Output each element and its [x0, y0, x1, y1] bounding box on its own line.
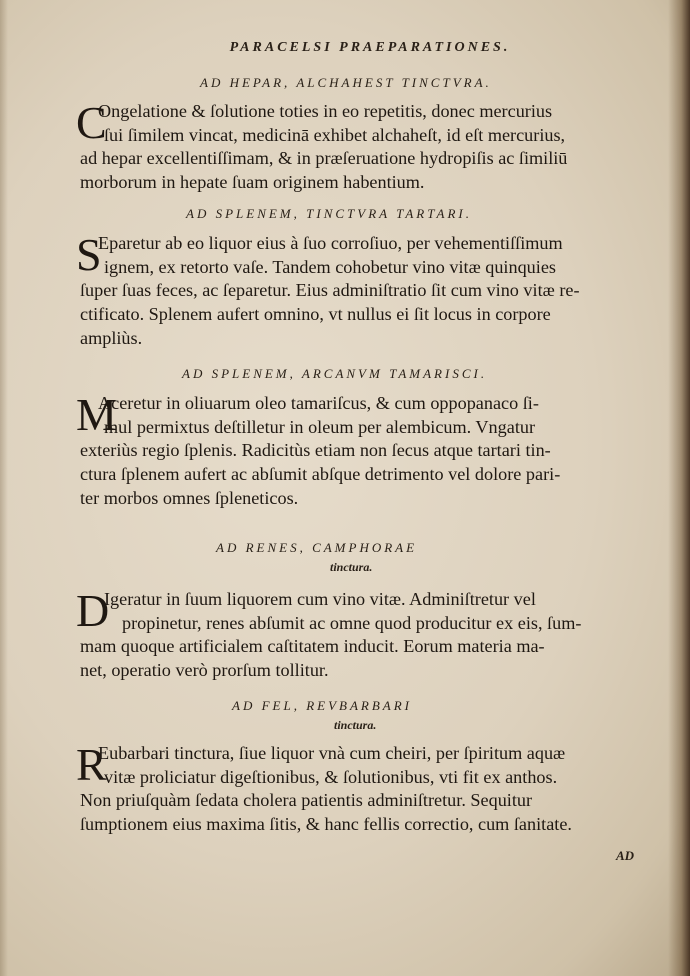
drop-cap: R — [76, 739, 107, 790]
section-subheading-renes: tinctura. — [330, 560, 373, 574]
text-line: ctura ſplenem aufert ac abſumit abſque detrimento vel dolore pari- — [80, 464, 561, 485]
page-edge-shadow — [668, 0, 690, 976]
section-heading-renes: AD RENES, CAMPHORAE — [216, 540, 418, 555]
drop-cap: D — [76, 585, 110, 636]
drop-cap: S — [76, 229, 102, 280]
catchword: AD — [616, 848, 635, 863]
section-heading-splenem-tamarisci: AD SPLENEM, ARCANVM TAMARISCI. — [182, 366, 488, 381]
text-line: Igeratur in ſuum liquorem cum vino vitæ. Adminiſtretur vel — [104, 589, 536, 609]
text-line: mul permixtus deſtilletur in oleum per alembicum. Vngatur — [104, 416, 536, 437]
text-line: Eubarbari tinctura, ſiue liquor vnà cum cheiri, per ſpiritum aquæ — [98, 743, 566, 763]
text-line: ampliùs. — [80, 327, 143, 348]
section-subheading-fel: tinctura. — [334, 718, 377, 732]
section-heading-fel: AD FEL, REVBARBARI — [232, 698, 412, 713]
text-line: mam quoque artificialem caſtitatem inducit. Eorum materia ma- — [80, 636, 545, 657]
text-line: morborum in hepate ſuam originem habentium. — [80, 172, 425, 193]
text-line: exteriùs regio ſplenis. Radicitùs etiam non ſecus atque tartari tin- — [80, 440, 551, 461]
text-line: ignem, ex retorto vaſe. Tandem cohobetur vino vitæ quinquies — [104, 256, 556, 277]
text-line: net, operatio verò prorſum tollitur. — [80, 660, 329, 681]
text-line: ſui ſimilem vincat, medicinā exhibet alchaheſt, id eſt mercurius, — [104, 124, 566, 145]
page-gutter-shadow — [0, 0, 8, 976]
text-line: ad hepar excellentiſſimam, & in præſeruatione hydropiſis ac ſimiliū — [80, 148, 568, 169]
text-line: ſumptionem eius maxima ſitis, & hanc fellis correctio, cum ſanitate. — [80, 814, 572, 835]
drop-cap: M — [76, 389, 117, 440]
text-line: ctificato. Splenem aufert omnino, vt nullus ei ſit locus in corpore — [80, 304, 551, 325]
section-heading-splenem-tartari: AD SPLENEM, TINCTVRA TARTARI. — [186, 206, 472, 221]
text-line: vitæ proliciatur digeſtionibus, & ſolutionibus, vti fit ex anthos. — [104, 766, 558, 787]
text-line: ſuper ſuas feces, ac ſeparetur. Eius adminiſtratio ſit cum vino vitæ re- — [80, 280, 580, 301]
text-line: Ongelatione & ſolutione toties in eo repetitis, donec mercurius — [98, 101, 553, 121]
section-text-fel — [76, 739, 652, 837]
section-text-hepar — [76, 97, 652, 195]
text-line: propinetur, renes abſumit ac omne quod producitur ex eis, ſum- — [122, 612, 582, 633]
drop-cap: C — [76, 97, 107, 148]
text-line: ter morbos omnes ſpleneticos. — [80, 487, 299, 508]
section-heading-hepar: AD HEPAR, ALCHAHEST TINCTVRA. — [200, 75, 492, 90]
section-text-renes — [76, 585, 652, 683]
text-line: Eparetur ab eo liquor eius à ſuo corroſiuo, per vehementiſſimum — [98, 233, 563, 253]
text-line: Non priuſquàm ſedata cholera patientis adminiſtretur. Sequitur — [80, 790, 533, 811]
running-head: PARACELSI PRAEPARATIONES. — [229, 40, 511, 55]
text-line: Aceretur in oliuarum oleo tamariſcus, & cum oppopanaco ſi- — [98, 393, 539, 413]
section-text-splenem-tartari — [76, 229, 652, 350]
section-text-splenem-tamarisci — [76, 389, 652, 510]
